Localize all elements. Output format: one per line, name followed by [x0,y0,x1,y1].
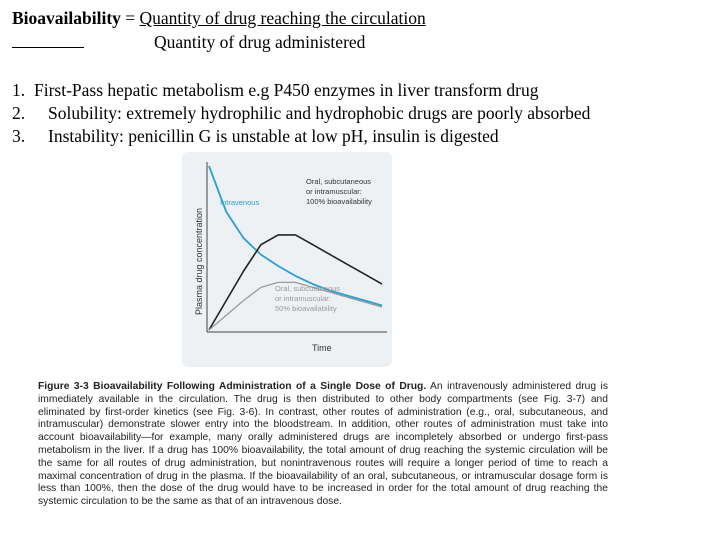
label-oral50-line3: 50% bioavailability [275,304,337,313]
figure-caption [38,381,608,509]
formula-denominator: Quantity of drug administered [154,32,366,52]
list-text: First-Pass hepatic metabolism e.g P450 enzymes in liver transform drug [34,80,539,100]
list-number: 3. [12,126,26,146]
y-axis-label: Plasma drug concentration [194,207,204,315]
label-oral100-line3: 100% bioavailability [306,197,372,206]
formula-numerator: Quantity of drug reaching the circulation [139,8,426,28]
list-item [12,103,590,123]
formula-denominator-line [12,32,365,52]
caption-title: Figure 3-3 Bioavailability Following Administration of a Single Dose of Drug. [38,381,427,392]
x-axis-label: Time [312,343,332,353]
bioavailability-term: Bioavailability [12,8,121,28]
formula-numerator-line [12,8,426,28]
list-number: 2. [12,103,26,123]
bioavailability-chart [182,152,392,367]
list-text: Instability: penicillin G is unstable at low pH, insulin is digested [48,126,499,146]
fraction-bar [12,33,84,48]
list-number: 1. [12,80,26,100]
equals-sign: = [120,8,140,28]
list-text: Solubility: extremely hydrophilic and hydrophobic drugs are poorly absorbed [48,103,591,123]
bioavailability-figure [182,152,392,367]
label-intravenous: Intravenous [220,198,260,207]
list-item [12,80,539,100]
list-item [12,126,499,146]
label-oral100-line1: Oral, subcutaneous [306,177,372,186]
label-oral50-line1: Oral, subcutaneous [275,284,341,293]
label-oral50-line2: or intramuscular: [275,294,331,303]
label-oral100-line2: or intramuscular: [306,187,362,196]
caption-body: An intravenously administered drug is immediately available in the circulation. The drug is then distributed to other body compartments (see Fig. 3-7) and eliminated by first-order kinetics (see Fig. 3-6). In contrast, other routes of administration (e.g., oral, subcutaneous, and intramuscular) demonstrate slower entry into the bloodstream. In addition, other routes of administration must take into account bioavailability—for example, many orally administered drugs are incompletely absorbed or undergo first-pass metabolism in the liver. If a drug has 100% bioavailability, the total amount of drug reaching the systemic circulation will be the same for all routes of drug administration, but nonintravenous routes will require a longer period of time to reach a maximal concentration of drug in the plasma. If the bioavailability of an oral, subcutaneous, or intramuscular dosage form is less than 100%, then the dose of the drug would have to be increased in order for the total amount of drug reaching the systemic circulation to be the same as that of an intravenous dose. [38,381,608,508]
